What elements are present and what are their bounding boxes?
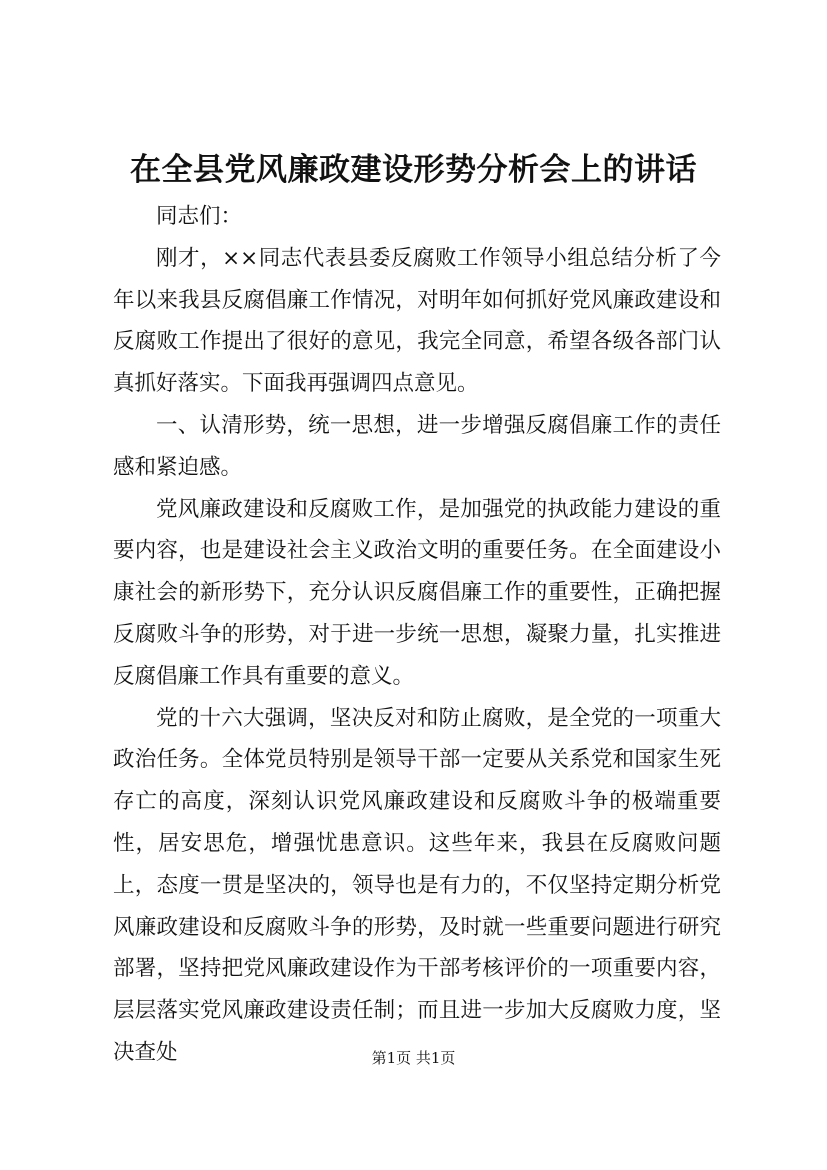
body-paragraph: 党风廉政建设和反腐败工作，是加强党的执政能力建设的重要内容，也是建设社会主义政治文明的重要任务。在全面建设小康社会的新形势下，充分认识反腐倡廉工作的重要性，正确把握反腐败斗争的形势，对于进一步统一思想，凝聚力量，扎实推进反腐倡廉工作具有重要的意义。 [113, 496, 721, 689]
body-paragraph: 刚才，××同志代表县委反腐败工作领导小组总结分析了今年以来我县反腐倡廉工作情况，对明年如何抓好党风廉政建设和反腐败工作提出了很好的意见，我完全同意，希望各级各部门认真抓好落实。下面我再强调四点意见。 [113, 245, 721, 397]
salutation-paragraph: 同志们： [156, 204, 243, 229]
page-number-footer: 第1页 共1页 [371, 1049, 456, 1067]
section-heading-paragraph: 一、认清形势，统一思想，进一步增强反腐倡廉工作的责任感和紧迫感。 [113, 412, 721, 480]
document-title: 在全县党风廉政建设形势分析会上的讲话 [130, 152, 697, 188]
document-body [113, 196, 721, 1074]
body-paragraph: 党的十六大强调，坚决反对和防止腐败，是全党的一项重大政治任务。全体党员特别是领导干部一定要从关系党和国家生死存亡的高度，深刻认识党风廉政建设和反腐败斗争的极端重要性，居安思危，增强忧患意识。这些年来，我县在反腐败问题上，态度一贯是坚决的，领导也是有力的，不仅坚持定期分析党风廉政建设和反腐败斗争的形势，及时就一些重要问题进行研究部署，坚持把党风廉政建设作为干部考核评价的一项重要内容，层层落实党风廉政建设责任制；而且进一步加大反腐败力度，坚决查处 [113, 705, 721, 1065]
